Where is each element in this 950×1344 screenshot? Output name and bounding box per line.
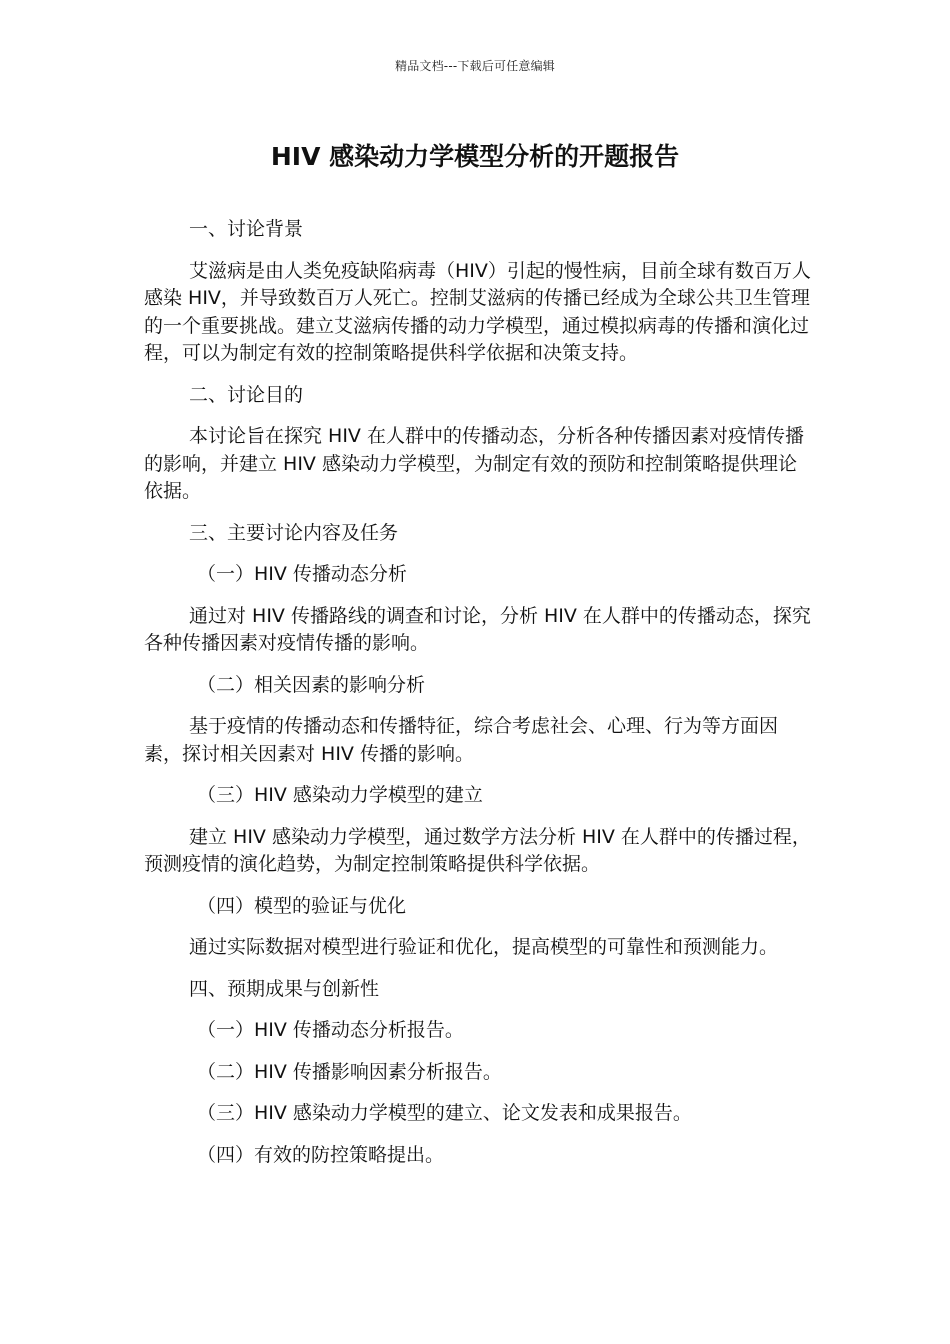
subheading-model-building: （三）HIV 感染动力学模型的建立 (197, 784, 483, 806)
section-heading-purpose: 二、讨论目的 (189, 383, 304, 406)
section-heading-background: 一、讨论背景 (189, 218, 304, 240)
paragraph-transmission-dynamics: 通过对 HIV 传播路线的调查和讨论，分析 HIV 在人群中的传播动态，探究各种传播因素对疫情传播的影响。 (144, 604, 811, 654)
header-note: 精品文档---下载后可任意编辑 (395, 59, 555, 73)
outcome-item-3: （三）HIV 感染动力学模型的建立、论文发表和成果报告。 (197, 1102, 692, 1124)
document-title: HIV 感染动力学模型分析的开题报告 (270, 142, 680, 171)
paragraph-background: 艾滋病是由人类免疫缺陷病毒（HIV）引起的慢性病，目前全球有数百万人感染 HIV，并导致数百万人死亡。控制艾滋病的传播已经成为全球公共卫生管理的一个重要挑战。建立艾滋病传播的动力学模型，通过模拟病毒的传播和演化过程，可以为制定有效的控制策略提供科学依据和决策支持。 (144, 259, 811, 364)
paragraph-purpose: 本讨论旨在探究 HIV 在人群中的传播动态，分析各种传播因素对疫情传播的影响，并建立 HIV 感染动力学模型，为制定有效的预防和控制策略提供理论依据。 (144, 425, 804, 502)
document-body (144, 216, 814, 1169)
paragraph-factor-analysis: 基于疫情的传播动态和传播特征，综合考虑社会、心理、行为等方面因素，探讨相关因素对 HIV 传播的影响。 (144, 715, 779, 765)
paragraph-model-building: 建立 HIV 感染动力学模型，通过数学方法分析 HIV 在人群中的传播过程，预测疫情的演化趋势，为制定控制策略提供科学依据。 (144, 825, 811, 875)
subheading-transmission-dynamics: （一）HIV 传播动态分析 (197, 563, 407, 585)
outcome-item-1: （一）HIV 传播动态分析报告。 (197, 1019, 464, 1041)
section-heading-outcomes: 四、预期成果与创新性 (189, 977, 380, 1000)
subheading-model-validation: （四）模型的验证与优化 (197, 894, 407, 917)
outcome-item-2: （二）HIV 传播影响因素分析报告。 (197, 1060, 502, 1083)
subheading-factor-analysis: （二）相关因素的影响分析 (197, 673, 426, 696)
section-heading-content: 三、主要讨论内容及任务 (189, 521, 399, 544)
paragraph-model-validation: 通过实际数据对模型进行验证和优化，提高模型的可靠性和预测能力。 (189, 936, 779, 958)
outcome-item-4: （四）有效的防控策略提出。 (197, 1143, 445, 1166)
